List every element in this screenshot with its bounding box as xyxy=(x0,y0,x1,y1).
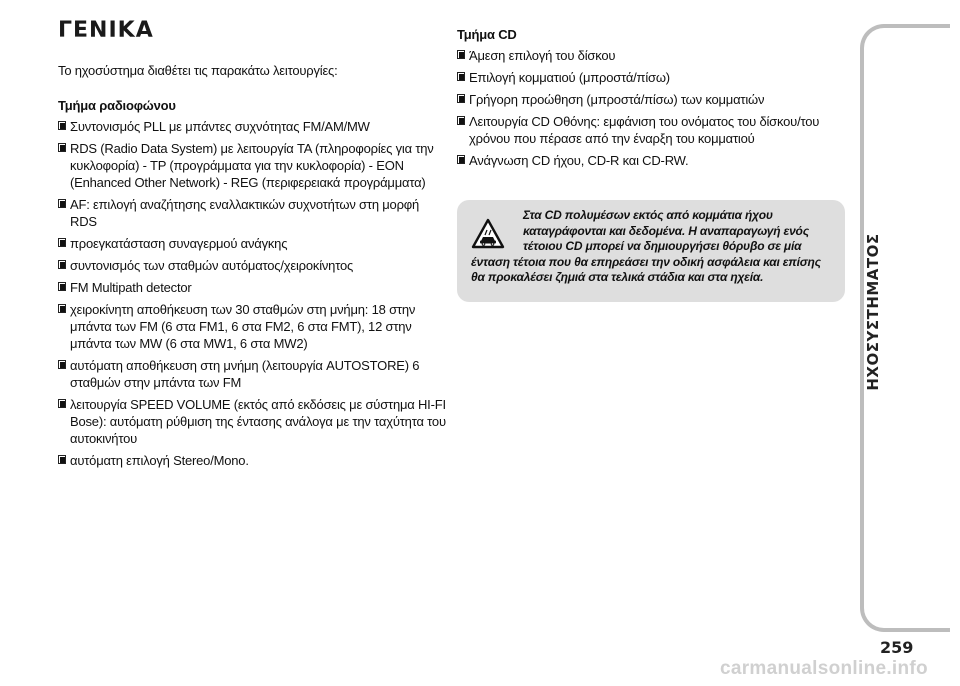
list-item: AF: επιλογή αναζήτησης εναλλακτικών συχνοτήτων στη μορφή RDS xyxy=(58,196,448,230)
warning-line: καταγράφονται και δεδομένα. Η αναπαραγωγή ενός xyxy=(523,223,809,238)
page-number: 259 xyxy=(880,638,914,657)
list-item: συντονισμός των σταθμών αυτόματος/χειροκίνητος xyxy=(58,257,448,274)
list-item: χειροκίνητη αποθήκευση των 30 σταθμών στη μνήμη: 18 στην μπάντα των FM (6 στα FM1, 6 στα FM2, 6 στα FMT), 12 στην μπάντα των MW (6 στα MW1, 6 στα MW2) xyxy=(58,301,448,352)
list-item: Επιλογή κομματιού (μπροστά/πίσω) xyxy=(457,69,837,86)
page-title: ΓΕΝΙΚΑ xyxy=(58,18,154,43)
list-item: Ανάγνωση CD ήχου, CD-R και CD-RW. xyxy=(457,152,837,169)
cd-features-list xyxy=(457,47,837,169)
list-item: προεγκατάσταση συναγερμού ανάγκης xyxy=(58,235,448,252)
warning-box xyxy=(457,200,845,302)
warning-line: Στα CD πολυμέσων εκτός από κομμάτια ήχου xyxy=(523,208,773,222)
list-item: Λειτουργία CD Οθόνης: εμφάνιση του ονόματος του δίσκου/του χρόνου που πέρασε από την έναρξη του κομματιού xyxy=(457,113,837,147)
left-column xyxy=(58,62,448,474)
warning-line: τέτοιου CD μπορεί να δημιουργήσει θόρυβο σε μία xyxy=(523,239,802,253)
list-item: λειτουργία SPEED VOLUME (εκτός από εκδόσεις με σύστημα HI-FI Bose): αυτόματη ρύθμιση της έντασης ανάλογα με την ταχύτητα του αυτοκινήτου xyxy=(58,396,448,447)
list-item: FM Multipath detector xyxy=(58,279,448,296)
intro-text: Το ηχοσύστημα διαθέτει τις παρακάτω λειτουργίες: xyxy=(58,63,338,78)
checkbox-bullet-icon xyxy=(58,121,66,130)
checkbox-bullet-icon xyxy=(58,238,66,247)
checkbox-bullet-icon xyxy=(457,94,465,103)
cd-section-title: Τμήμα CD xyxy=(457,27,517,42)
right-column xyxy=(457,26,837,174)
side-tab-label: ΗΧΟΣΥΣΤΗΜΑΤΟΣ xyxy=(864,233,882,391)
checkbox-bullet-icon xyxy=(457,72,465,81)
radio-features-list xyxy=(58,118,448,469)
checkbox-bullet-icon xyxy=(58,199,66,208)
checkbox-bullet-icon xyxy=(58,360,66,369)
list-item: αυτόματη αποθήκευση στη μνήμη (λειτουργία AUTOSTORE) 6 σταθμών στην μπάντα των FM xyxy=(58,357,448,391)
checkbox-bullet-icon xyxy=(457,50,465,59)
warning-line: ένταση τέτοια που θα επηρεάσει την οδική ασφάλεια και επίσης xyxy=(471,254,821,269)
warning-text xyxy=(471,208,833,286)
list-item: Γρήγορη προώθηση (μπροστά/πίσω) των κομματιών xyxy=(457,91,837,108)
list-item: RDS (Radio Data System) με λειτουργία TA (πληροφορίες για την κυκλοφορία) - TP (προγράμματα για την κυκλοφορία) - EON (Enhanced Other Network) - REG (περιφερειακά προγράμματα) xyxy=(58,140,448,191)
radio-section-title: Τμήμα ραδιοφώνου xyxy=(58,98,176,113)
checkbox-bullet-icon xyxy=(58,304,66,313)
list-item: Συντονισμός PLL με μπάντες συχνότητας FM/AM/MW xyxy=(58,118,448,135)
checkbox-bullet-icon xyxy=(58,260,66,269)
checkbox-bullet-icon xyxy=(58,455,66,464)
list-item: αυτόματη επιλογή Stereo/Mono. xyxy=(58,452,448,469)
checkbox-bullet-icon xyxy=(58,143,66,152)
list-item: Άμεση επιλογή του δίσκου xyxy=(457,47,837,64)
checkbox-bullet-icon xyxy=(457,155,465,164)
checkbox-bullet-icon xyxy=(58,282,66,291)
watermark: carmanualsonline.info xyxy=(720,658,928,679)
checkbox-bullet-icon xyxy=(58,399,66,408)
warning-line: θα προκαλέσει ζημιά στα τελικά στάδια και στα ηχεία. xyxy=(471,270,764,284)
checkbox-bullet-icon xyxy=(457,116,465,125)
